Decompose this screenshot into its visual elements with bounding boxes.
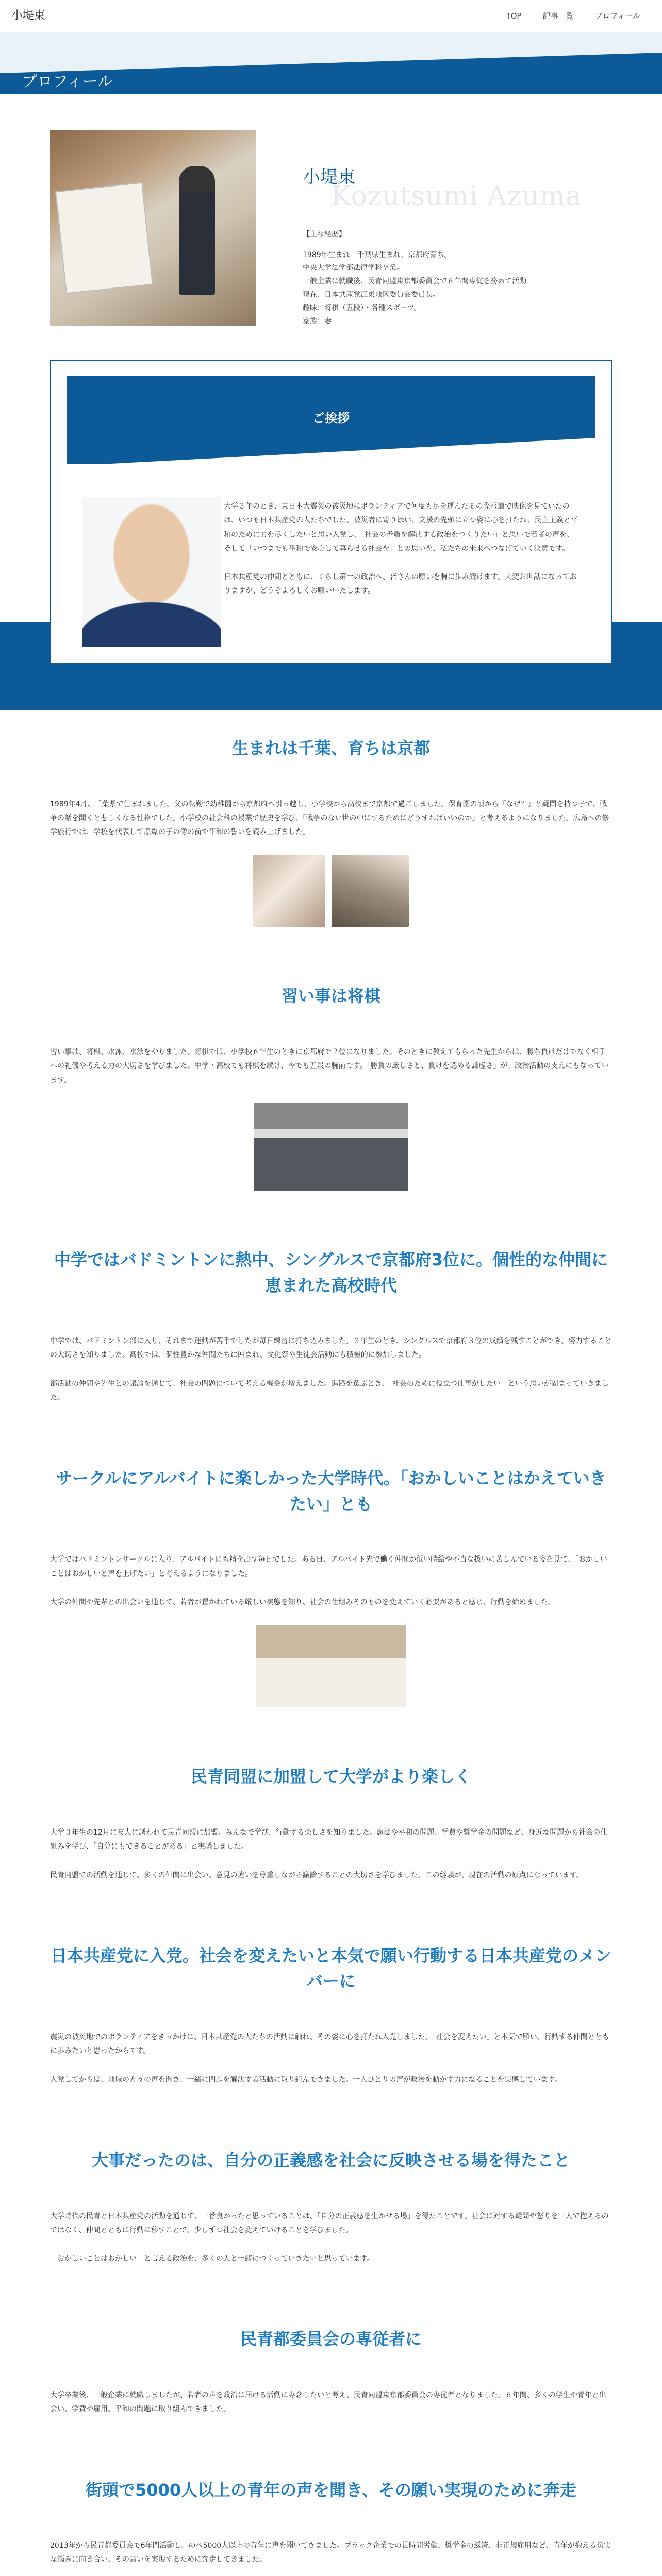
bio-section — [50, 1918, 612, 2122]
site-header — [0, 0, 662, 32]
greeting-paragraph: 日本共産党の仲間とともに、くらし第一の政治へ、皆さんの願いを胸に歩み続けます。大変お世話になっておりますが、どうぞよろしくお願いいたします。 — [224, 573, 577, 596]
bio-section — [50, 2452, 612, 2576]
section-body — [50, 1045, 612, 1088]
career-item: 1989年生まれ 千葉県生まれ、京都府育ち。 — [303, 250, 452, 259]
profile-name-en: Kozutsumi Azuma — [331, 181, 582, 212]
hero-banner — [0, 32, 662, 94]
section-title: サークルにアルバイトに楽しかった大学時代。「おかしいことはかえていきたい」とも — [56, 1468, 606, 1514]
nav-articles[interactable]: 記事一覧 — [532, 12, 584, 20]
bio-section — [50, 1222, 612, 1440]
greeting-card — [50, 360, 612, 664]
profile-photo — [50, 130, 256, 326]
section-body — [50, 2030, 612, 2087]
career-list — [303, 249, 526, 329]
section-paragraph: 震災の被災地でのボランティアをきっかけに、日本共産党の人たちの活動に触れ、その姿に心を打たれ入党しました。「社会を変えたい」と本気で願い、行動する仲間とともに歩みたいと思ったからです。 — [50, 2033, 609, 2056]
bio-section — [50, 710, 612, 927]
section-title: 生まれは千葉、育ちは京都 — [231, 738, 430, 758]
section-photo — [254, 1103, 408, 1191]
section-photo — [256, 1625, 406, 1707]
photo-figure — [179, 166, 215, 295]
section-paragraph: 2013年から民青都委員会で6年間活動し、のべ5000人以上の青年に声を聞いてきました。ブラック企業での長時間労働、奨学金の返済、非正規雇用など、青年が抱える切実な悩みに向き合い、その願いを実現するために奔走してきました。 — [50, 2541, 611, 2564]
site-nav — [495, 12, 651, 20]
section-body — [50, 2539, 612, 2576]
nav-profile[interactable]: プロフィール — [584, 12, 651, 20]
greeting-paragraph: 大学３年のとき、東日本大震災の被災地にボランティアで何度も足を運んだその際報道で映像を見ていたのは、いつも日本共産党の人たちでした。被災者に寄り添い、支援の先頭に立つ姿に心を打たれ、民主主義と平和のために力を尽くしたいと思い入党し、「社会の矛盾を解決する政治をつくりたい」と思いで若者の声を、そして「いつまでも平和で安心して暮らせる社会を」との思いを、私たちの未来へつなげていく決意です。 — [224, 502, 578, 553]
page-title: プロフィール — [22, 73, 113, 91]
site-title[interactable]: 小堤東 — [11, 9, 46, 23]
section-paragraph: 大学ではバドミントンサークルに入り、アルバイトにも精を出す毎日でした。ある日、アルバイト先で働く仲間が低い時給や不当な扱いに苦しんでいる姿を見て、「おかしいことはおかしいと声を上げたい」と考えるようになりました。 — [50, 1555, 607, 1578]
section-title: 民青都委員会の専従者に — [240, 2329, 422, 2349]
section-paragraph: 習い事は、将棋、水泳、水泳をやりました。将棋では、小学校６年生のときに京都府で２位になりました。そのときに教えてもらった先生からは、勝ち負けだけでなく相手への礼儀や考える力の大切さを学びました。中学・高校でも将棋を続け、今でも五段の腕前です。「勝負の厳しさと、負けを認める謙虚さ」が、政治活動の支えにもなっています。 — [50, 1048, 609, 1084]
section-paragraph: 「おかしいことはおかしい」と言える政治を、多くの人と一緒につくっていきたいと思っています。 — [50, 2255, 374, 2263]
section-photo — [332, 855, 409, 927]
section-body — [50, 1334, 612, 1405]
section-title: 民青同盟に加盟して大学がより楽しく — [190, 1767, 471, 1787]
name-row — [303, 161, 582, 212]
greeting-title: ご挨拶 — [312, 411, 350, 426]
section-photos — [50, 1625, 612, 1707]
greeting-band — [67, 376, 595, 464]
bio-section — [50, 2122, 612, 2301]
section-paragraph: 中学では、バドミントン部に入り、それまで運動が苦手でしたが毎日練習に打ち込みました。３年生のとき、シングルスで京都府３位の成績を残すことができ、努力することの大切さを知りました。高校では、個性豊かな仲間たちに囲まれ、文化祭や生徒会活動にも積極的に参加しました。 — [50, 1337, 612, 1360]
career-item: 現在、日本共産党江東地区委員会委員長。 — [303, 291, 440, 299]
portrait-photo — [82, 497, 221, 647]
section-paragraph: 大学時代の民青と日本共産党の活動を通じて、一番良かったと思っていることは、「自分の正義感を生かせる場」を得たことです。社会に対する疑問や怒りを一人で抱えるのではなく、仲間とともに行動に移すことで、少しずつ社会を変えていけることを学びました。 — [50, 2212, 609, 2234]
section-paragraph: 大学卒業後、一般企業に就職しましたが、若者の声を政治に届ける活動に専念したいと考え、民青同盟東京都委員会の専従者となりました。６年間、多くの学生や青年と出会い、学費や雇用、平和の問題に取り組んできました。 — [50, 2391, 606, 2414]
section-paragraph: 大学の仲間や先輩との出会いを通じて、若者が置かれている厳しい実態を知り、社会の仕組みそのものを変えていく必要があると感じ、行動を始めました。 — [50, 1598, 555, 1607]
section-photo — [253, 855, 325, 927]
section-paragraph: 部活動の仲間や先生との議論を通じて、社会の問題について考える機会が増えました。進路を選ぶとき、「社会のために役立つ仕事がしたい」という思いが固まっていきました。 — [50, 1379, 609, 1402]
section-paragraph: 大学３年生の12月に友人に誘われて民青同盟に加盟。みんなで学び、行動する楽しさを知りました。憲法や平和の問題、学費や奨学金の問題など、身近な問題から社会の仕組みを学び、「自分にもできることがある」と実感しました。 — [50, 1828, 608, 1851]
bio-section — [50, 958, 612, 1190]
nav-top[interactable]: TOP — [495, 12, 532, 20]
section-title: 日本共産党に入党。社会を変えたいと本気で願い行動する日本共産党のメンバーに — [50, 1945, 611, 1991]
career-item: 中央大学法学部法律学科卒業。 — [303, 264, 404, 273]
section-photos — [50, 855, 612, 927]
biography-sections — [0, 710, 662, 2576]
career-item: 趣味：将棋（五段）・各種スポーツ。 — [303, 304, 421, 313]
profile-section — [0, 94, 662, 710]
career-heading: 【主な経歴】 — [303, 230, 346, 239]
photo-board — [55, 182, 153, 294]
section-photos — [50, 1103, 612, 1191]
bio-section — [50, 1738, 612, 1917]
section-title: 街頭で5000人以上の青年の声を聞き、その願い実現のために奔走 — [86, 2480, 576, 2500]
section-body — [50, 2210, 612, 2266]
section-title: 中学ではバドミントンに熱中、シングルスで京都府3位に。個性的な仲間に恵まれた高校時代 — [54, 1249, 608, 1295]
section-paragraph: 1989年4月、千葉県で生まれました。父の転勤で幼稚園から京都府へ引っ越し、小学校から高校まで京都で過ごしました。保育園の頃から「なぜ？」と疑問を持つ子で、戦争の話を聞くと悲しくなる性格でした。小学校の社会科の授業で歴史を学び、「戦争のない世の中にするためにどうすればいいのか」と考えるようになりました。広島への修学旅行では、学校を代表して原爆の子の像の前で平和の誓いを読み上げました。 — [50, 800, 609, 837]
career-item: 一般企業に就職後、民青同盟東京都委員会で６年間専従を務めて活動 — [303, 277, 526, 286]
profile-name: 小堤東 — [303, 167, 355, 188]
section-body — [50, 1553, 612, 1609]
section-body — [50, 2388, 612, 2417]
bio-section — [50, 1440, 612, 1707]
section-body — [50, 798, 612, 840]
section-title: 大事だったのは、自分の正義感を社会に反映させる場を得たこと — [91, 2150, 570, 2170]
hero-stripe — [0, 32, 662, 53]
career-item: 家族：妻 — [303, 317, 332, 326]
profile-text — [303, 130, 582, 329]
section-paragraph: 入党してからは、地域の方々の声を聞き、一緒に問題を解決する活動に取り組んできました。一人ひとりの声が政治を動かす力になることを実感しています。 — [50, 2075, 562, 2084]
section-paragraph: 民青同盟での活動を通じて、多くの仲間に出会い、意見の違いを尊重しながら議論することの大切さを学びました。この経験が、現在の活動の原点になっています。 — [50, 1871, 584, 1879]
section-title: 習い事は将棋 — [281, 986, 380, 1006]
bio-section — [50, 2301, 612, 2451]
section-body — [50, 1826, 612, 1883]
greeting-body — [224, 500, 580, 613]
